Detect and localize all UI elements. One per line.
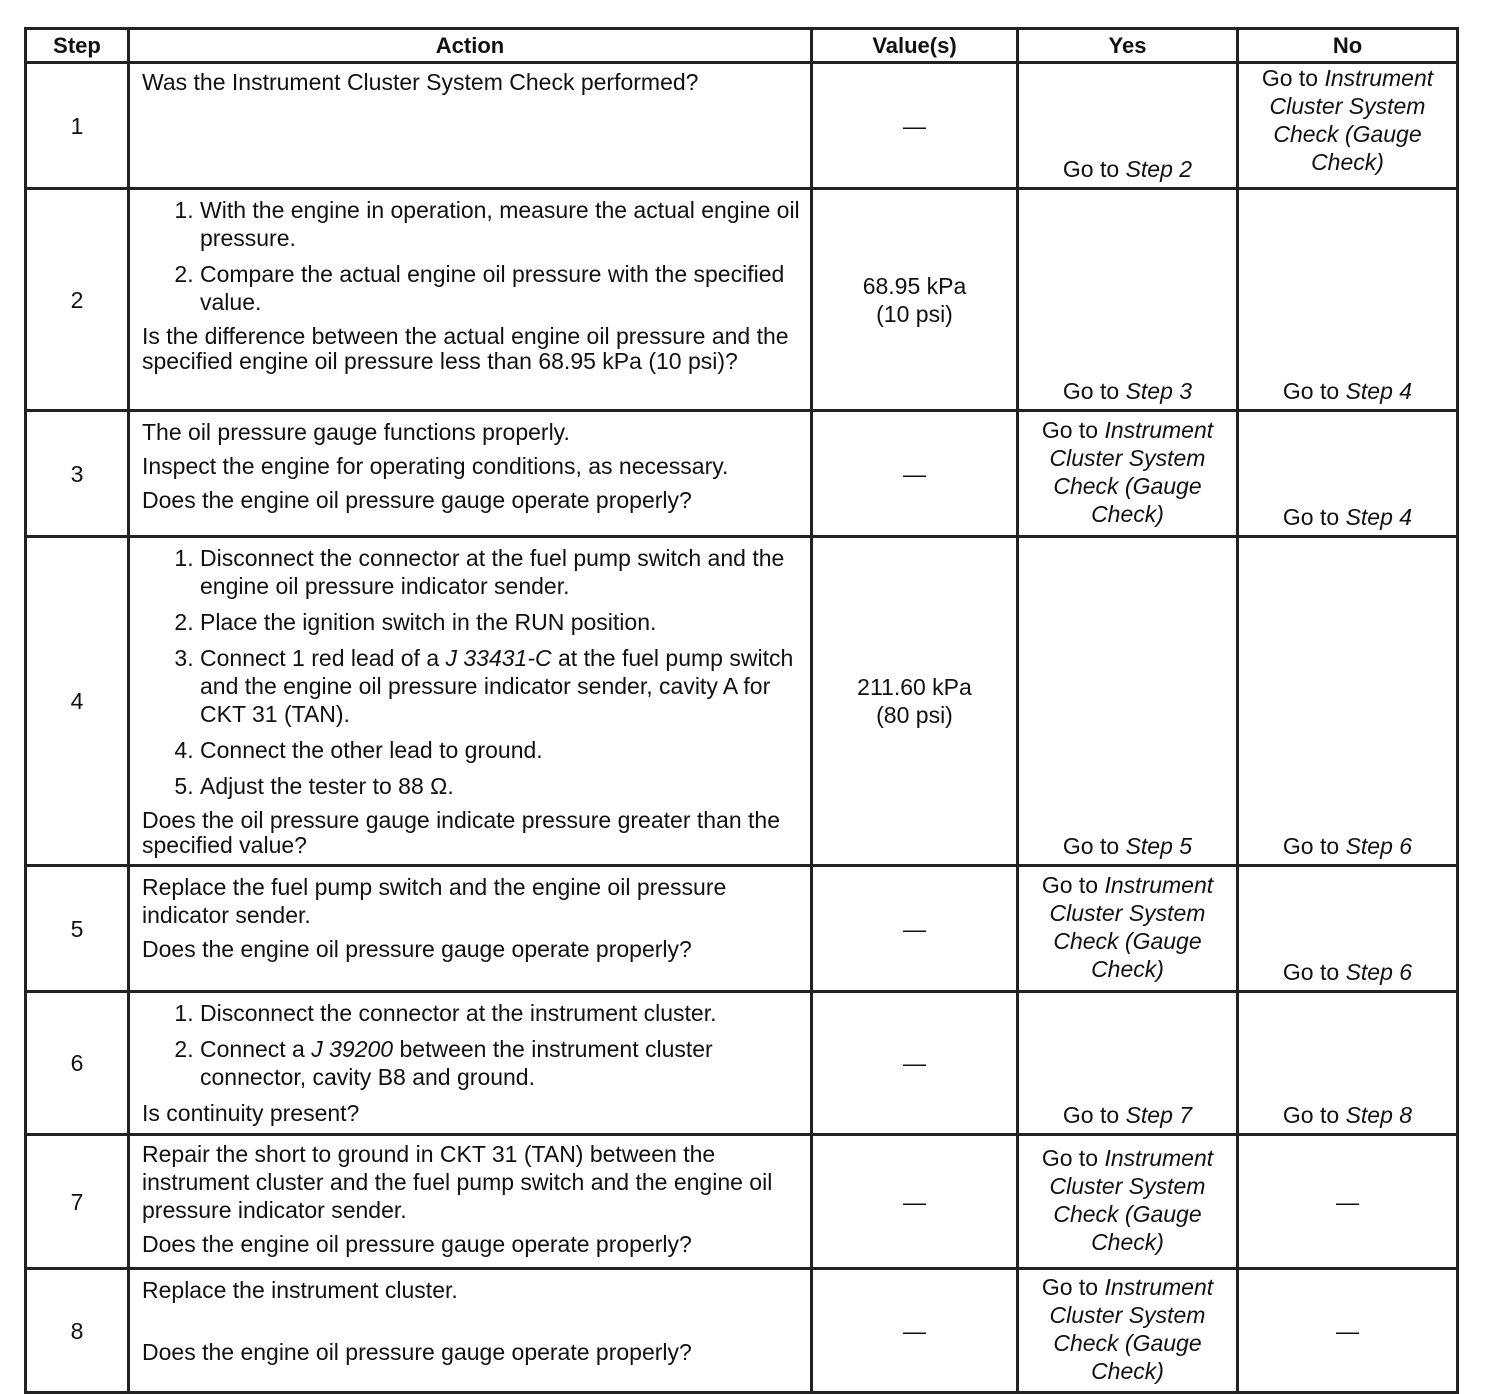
diagnostic-table-document: [24, 27, 1456, 1394]
no-cell: [1238, 537, 1458, 866]
action-step-item: 4. Connect the other lead to ground.: [200, 736, 800, 764]
step-number: 3: [26, 411, 129, 537]
yes-result: [1019, 1136, 1236, 1267]
yes-cell: [1018, 537, 1238, 866]
yes-reference: Step 2: [1125, 156, 1193, 182]
no-reference: Step 4: [1345, 504, 1413, 530]
table-row-step-8: [26, 1269, 1458, 1393]
value-cell: —: [812, 992, 1018, 1135]
action-question: Is the difference between the actual engine oil pressure and the specified engine oil pressure less than 68.95 kPa (10 psi)?: [142, 323, 789, 374]
yes-reference: Instrument Cluster System Check (Gauge Check): [1049, 1273, 1214, 1384]
step-number: 1: [26, 63, 129, 189]
action-cell: [129, 63, 812, 189]
action-step-item: [200, 644, 800, 728]
action-steps-list: [142, 999, 800, 1091]
header-row: [26, 29, 1458, 63]
value-cell: —: [812, 1135, 1018, 1269]
value-cell: —: [812, 866, 1018, 992]
action-cell: [129, 866, 812, 992]
no-cell: [1238, 992, 1458, 1135]
tool-reference: J 33431-C: [445, 645, 552, 671]
action-step-item: 2. Place the ignition switch in the RUN position.: [200, 608, 800, 636]
no-result: [1239, 412, 1456, 535]
yes-reference: Step 5: [1125, 833, 1193, 859]
action-text: Replace the fuel pump switch and the engine oil pressure indicator sender.: [142, 874, 727, 928]
step-number: 6: [26, 992, 129, 1135]
value-primary: 68.95 kPa: [862, 272, 967, 299]
action-question: Does the engine oil pressure gauge operate properly?: [142, 936, 692, 962]
action-text: The oil pressure gauge functions properly.: [142, 419, 570, 445]
yes-cell: [1018, 1269, 1238, 1393]
action-step-text: Connect a: [200, 1036, 312, 1062]
no-result: [1239, 64, 1456, 179]
header-action: Action: [129, 29, 812, 63]
yes-reference: Step 3: [1125, 378, 1193, 404]
no-result: [1239, 190, 1456, 409]
table-row-step-1: [26, 63, 1458, 189]
action-step-item: 1. Disconnect the connector at the fuel pump switch and the engine oil pressure indicator sender.: [200, 544, 800, 600]
yes-prefix: Go to: [1041, 1273, 1099, 1300]
step-number: 4: [26, 537, 129, 866]
value-secondary: (80 psi): [876, 702, 953, 728]
action-question: Was the Instrument Cluster System Check performed?: [142, 69, 699, 95]
table-row-step-3: [26, 411, 1458, 537]
step-number: 5: [26, 866, 129, 992]
header-step: Step: [26, 29, 129, 63]
no-cell: [1238, 63, 1458, 189]
no-reference: Step 6: [1345, 959, 1413, 985]
no-prefix: Go to: [1282, 959, 1340, 985]
yes-prefix: Go to: [1041, 872, 1099, 898]
action-text: Inspect the engine for operating conditions, as necessary.: [142, 453, 729, 479]
yes-prefix: Go to: [1062, 156, 1120, 182]
action-cell: [129, 537, 812, 866]
action-question: Does the engine oil pressure gauge operate properly?: [142, 487, 692, 513]
action-steps-list: [142, 544, 800, 800]
no-prefix: Go to: [1282, 833, 1340, 859]
action-steps-list: [142, 196, 800, 316]
yes-cell: [1018, 866, 1238, 992]
action-cell: [129, 1269, 812, 1393]
yes-cell: [1018, 992, 1238, 1135]
action-step-item: 2. Compare the actual engine oil pressure with the specified value.: [200, 260, 800, 316]
header-yes: Yes: [1018, 29, 1238, 63]
no-cell: —: [1238, 1135, 1458, 1269]
step-number: 7: [26, 1135, 129, 1269]
header-values: Value(s): [812, 29, 1018, 63]
action-question: Does the engine oil pressure gauge operate properly?: [142, 1339, 692, 1365]
no-result: [1239, 867, 1456, 990]
value-cell: [812, 189, 1018, 411]
yes-result: [1019, 64, 1236, 187]
action-cell: [129, 411, 812, 537]
action-cell: [129, 189, 812, 411]
yes-prefix: Go to: [1041, 1144, 1099, 1171]
yes-prefix: Go to: [1062, 1102, 1120, 1128]
no-prefix: Go to: [1282, 378, 1340, 404]
yes-cell: [1018, 63, 1238, 189]
yes-prefix: Go to: [1062, 378, 1120, 404]
action-question: Does the engine oil pressure gauge operate properly?: [142, 1231, 692, 1257]
yes-cell: [1018, 411, 1238, 537]
header-no: No: [1238, 29, 1458, 63]
no-result: [1239, 993, 1456, 1133]
no-cell: [1238, 411, 1458, 537]
action-step-item: 5. Adjust the tester to 88 Ω.: [200, 772, 800, 800]
action-step-item: 1. With the engine in operation, measure the actual engine oil pressure.: [200, 196, 800, 252]
no-prefix: Go to: [1261, 65, 1319, 91]
yes-result: [1019, 190, 1236, 409]
yes-reference: Instrument Cluster System Check (Gauge Check): [1049, 872, 1214, 982]
no-result: [1239, 538, 1456, 864]
no-cell: —: [1238, 1269, 1458, 1393]
yes-reference: Step 7: [1125, 1102, 1193, 1128]
table-row-step-2: [26, 189, 1458, 411]
action-question: Does the oil pressure gauge indicate pressure greater than the specified value?: [142, 807, 781, 858]
step-number: 2: [26, 189, 129, 411]
yes-prefix: Go to: [1062, 833, 1120, 859]
value-cell: [812, 537, 1018, 866]
action-question: Is continuity present?: [142, 1100, 360, 1126]
action-step-text: Connect 1 red lead of a: [200, 645, 446, 671]
diagnostic-table: [24, 27, 1459, 1394]
table-row-step-5: [26, 866, 1458, 992]
action-step-text: between the instrument cluster connector, cavity B8 and ground.: [200, 1036, 713, 1090]
action-cell: [129, 1135, 812, 1269]
value-cell: —: [812, 411, 1018, 537]
table-row-step-4: [26, 537, 1458, 866]
value-secondary: (10 psi): [876, 300, 953, 327]
no-reference: Step 8: [1345, 1102, 1413, 1128]
yes-prefix: Go to: [1041, 417, 1099, 443]
no-prefix: Go to: [1282, 504, 1340, 530]
yes-result: [1019, 993, 1236, 1133]
yes-result: [1019, 867, 1236, 990]
action-text: Replace the instrument cluster.: [142, 1277, 458, 1303]
no-cell: [1238, 189, 1458, 411]
table-row-step-7: [26, 1135, 1458, 1269]
yes-result: [1019, 412, 1236, 535]
value-primary: 211.60 kPa: [857, 674, 972, 700]
no-reference: Step 4: [1345, 378, 1413, 404]
no-reference: Step 6: [1345, 833, 1413, 859]
no-reference: Instrument Cluster System Check (Gauge Check): [1269, 65, 1434, 175]
no-cell: [1238, 866, 1458, 992]
step-number: 8: [26, 1269, 129, 1393]
yes-reference: Instrument Cluster System Check (Gauge Check): [1049, 417, 1214, 527]
tool-reference: J 39200: [311, 1036, 394, 1062]
yes-cell: [1018, 189, 1238, 411]
no-prefix: Go to: [1282, 1102, 1340, 1128]
action-cell: [129, 992, 812, 1135]
value-cell: —: [812, 63, 1018, 189]
yes-result: [1019, 1270, 1236, 1391]
value-cell: —: [812, 1269, 1018, 1393]
yes-result: [1019, 538, 1236, 864]
table-row-step-6: [26, 992, 1458, 1135]
action-step-text: at the fuel pump switch and the engine oil pressure indicator sender, cavity A for CKT 31 (TAN).: [200, 645, 794, 727]
yes-reference: Instrument Cluster System Check (Gauge Check): [1049, 1144, 1214, 1255]
action-step-item: 1. Disconnect the connector at the instrument cluster.: [200, 999, 800, 1027]
action-text: Repair the short to ground in CKT 31 (TAN) between the instrument cluster and the fuel pump switch and the engine oil pressure indicator sender.: [142, 1141, 773, 1223]
action-step-item: [200, 1035, 800, 1091]
yes-cell: [1018, 1135, 1238, 1269]
